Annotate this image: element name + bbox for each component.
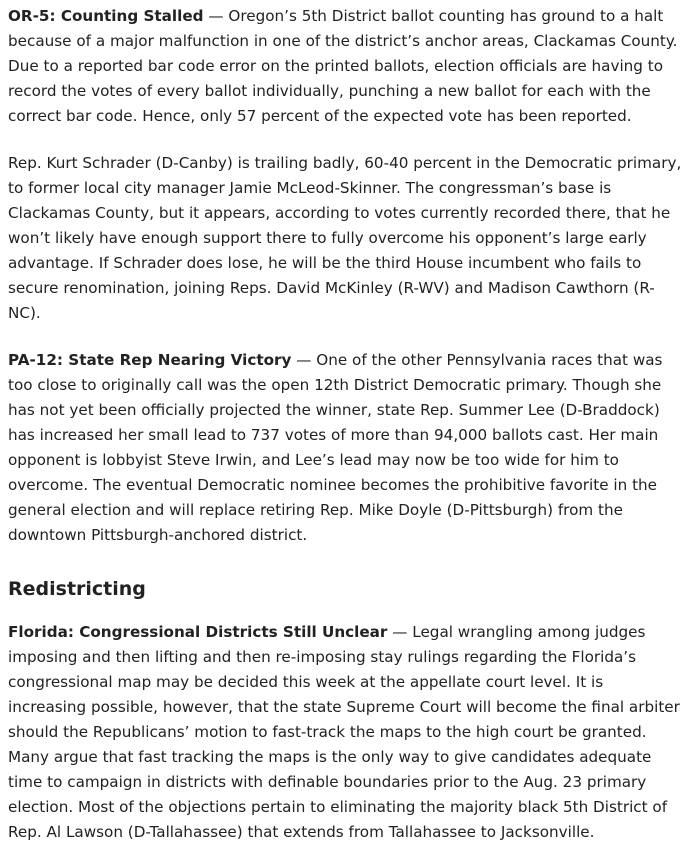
paragraph-schrader (8, 151, 682, 326)
lead-florida: Florida: Congressional Districts Still Unclear (8, 623, 388, 641)
text-or5: — Oregon’s 5th District ballot counting has ground to a halt because of a major malfunction in one of the district’s anchor areas, Clackamas County. Due to a reported bar code error on the printed ballots, election officials are having to record the votes of every ballot individually, punching a new ballot for each with the correct bar code. Hence, only 57 percent of the expected vote has been reported. (8, 7, 678, 125)
section-heading-redistricting: Redistricting (8, 578, 146, 600)
paragraph-pa12 (8, 348, 682, 548)
text-schrader: Rep. Kurt Schrader (D-Canby) is trailing badly, 60-40 percent in the Democratic primary, to former local city manager Jamie McLeod-Skinner. The congressman’s base is Clackamas County, but it appears, according to votes currently recorded there, that he won’t likely have enough support there to fully overcome his opponent’s large early advantage. If Schrader does lose, he will be the third House incumbent who fails to secure renomination, joining Reps. David McKinley (R-WV) and Madison Cawthorn (R-NC). (8, 154, 682, 322)
lead-or5: OR-5: Counting Stalled (8, 7, 204, 25)
paragraph-florida (8, 620, 682, 845)
lead-pa12: PA-12: State Rep Nearing Victory (8, 351, 292, 369)
text-pa12: — One of the other Pennsylvania races that was too close to originally call was the open 12th District Democratic primary. Though she has not yet been officially projected the winner, state Rep. Summer Lee (D-Braddock) has increased her small lead to 737 votes of more than 94,000 ballots cast. Her main opponent is lobbyist Steve Irwin, and Lee’s lead may now be too wide for him to overcome. The eventual Democratic nominee becomes the prohibitive favorite in the general election and will replace retiring Rep. Mike Doyle (D-Pittsburgh) from the downtown Pittsburgh-anchored district. (8, 351, 663, 544)
paragraph-or5 (8, 4, 682, 129)
text-florida: — Legal wrangling among judges imposing and then lifting and then re-imposing stay rulings regarding the Florida’s congressional map may be decided this week at the appellate court level. It is increasing possible, however, that the state Supreme Court will become the final arbiter should the Republicans’ motion to fast-track the maps to the high court be granted. Many argue that fast tracking the maps is the only way to give candidates adequate time to campaign in districts with definable boundaries prior to the Aug. 23 primary election. Most of the objections pertain to eliminating the majority black 5th District of Rep. Al Lawson (D-Tallahassee) that extends from Tallahassee to Jacksonville. (8, 623, 680, 841)
